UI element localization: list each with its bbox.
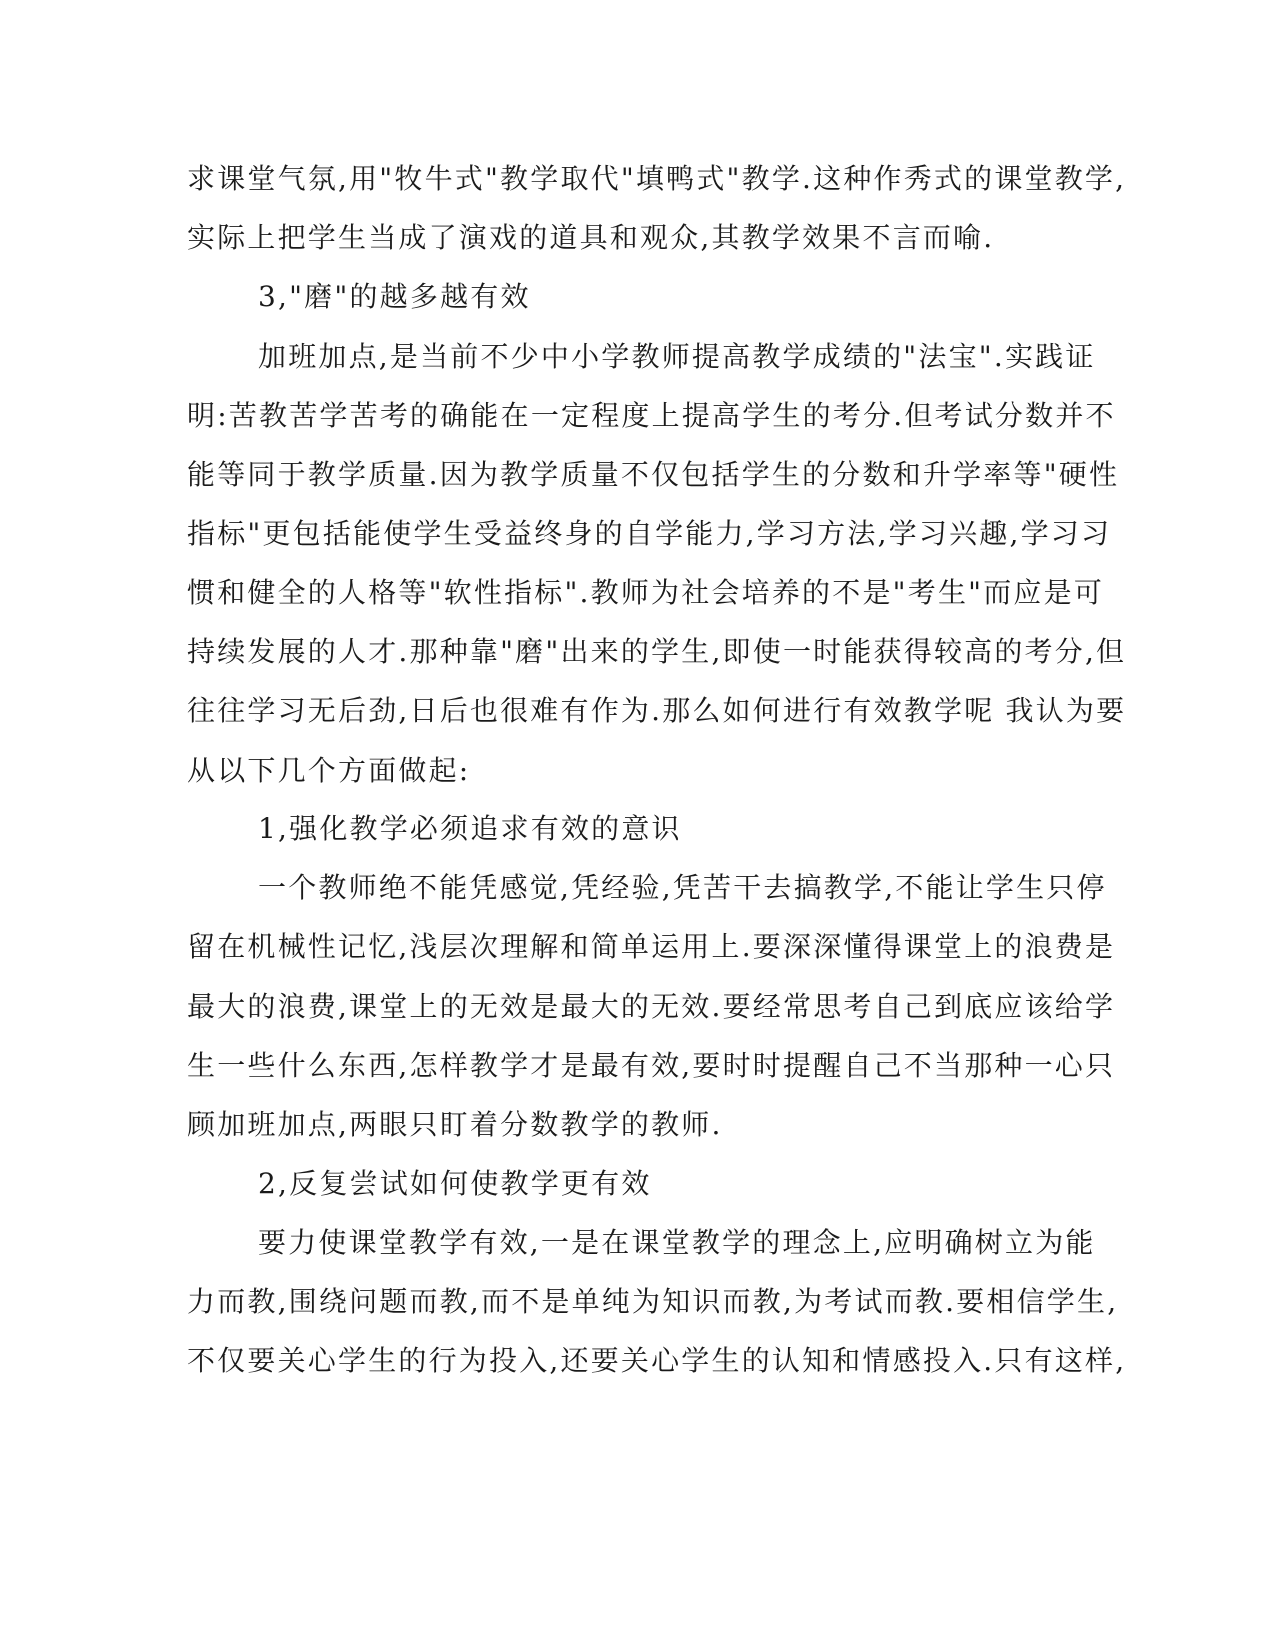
paragraph-line: 求课堂气氛,用"牧牛式"教学取代"填鸭式"教学.这种作秀式的课堂教学, (187, 162, 1127, 195)
paragraph-line: 惯和健全的人格等"软性指标".教师为社会培养的不是"考生"而应是可 (187, 576, 1105, 609)
paragraph-line: 明:苦教苦学苦考的确能在一定程度上提高学生的考分.但考试分数并不 (187, 399, 1116, 432)
paragraph-line: 留在机械性记忆,浅层次理解和简单运用上.要深深懂得课堂上的浪费是 (187, 930, 1116, 963)
paragraph-line: 一个教师绝不能凭感觉,凭经验,凭苦干去搞教学,不能让学生只停 (258, 871, 1107, 904)
paragraph-line: 持续发展的人才.那种靠"磨"出来的学生,即使一时能获得较高的考分,但 (187, 635, 1127, 668)
paragraph-line: 不仅要关心学生的行为投入,还要关心学生的认知和情感投入.只有这样, (187, 1344, 1127, 1377)
paragraph-line: 要力使课堂教学有效,一是在课堂教学的理念上,应明确树立为能 (258, 1226, 1096, 1259)
paragraph-line: 加班加点,是当前不少中小学教师提高教学成绩的"法宝".实践证 (258, 340, 1096, 373)
paragraph-line: 从以下几个方面做起: (187, 754, 471, 787)
section-heading: 1,强化教学必须追求有效的意识 (258, 812, 682, 845)
paragraph-line: 往往学习无后劲,日后也很难有作为.那么如何进行有效教学呢 我认为要 (187, 694, 1127, 727)
paragraph-line: 指标"更包括能使学生受益终身的自学能力,学习方法,学习兴趣,学习习 (187, 517, 1112, 550)
paragraph-line: 最大的浪费,课堂上的无效是最大的无效.要经常思考自己到底应该给学 (187, 990, 1116, 1023)
section-heading: 3,"磨"的越多越有效 (258, 280, 531, 313)
paragraph-line: 生一些什么东西,怎样教学才是最有效,要时时提醒自己不当那种一心只 (187, 1049, 1116, 1082)
paragraph-line: 实际上把学生当成了演戏的道具和观众,其教学效果不言而喻. (187, 221, 995, 254)
paragraph-line: 顾加班加点,两眼只盯着分数教学的教师. (187, 1108, 723, 1141)
paragraph-line: 能等同于教学质量.因为教学质量不仅包括学生的分数和升学率等"硬性 (187, 458, 1120, 491)
paragraph-line: 力而教,围绕问题而教,而不是单纯为知识而教,为考试而教.要相信学生, (187, 1285, 1119, 1318)
section-heading: 2,反复尝试如何使教学更有效 (258, 1167, 652, 1200)
